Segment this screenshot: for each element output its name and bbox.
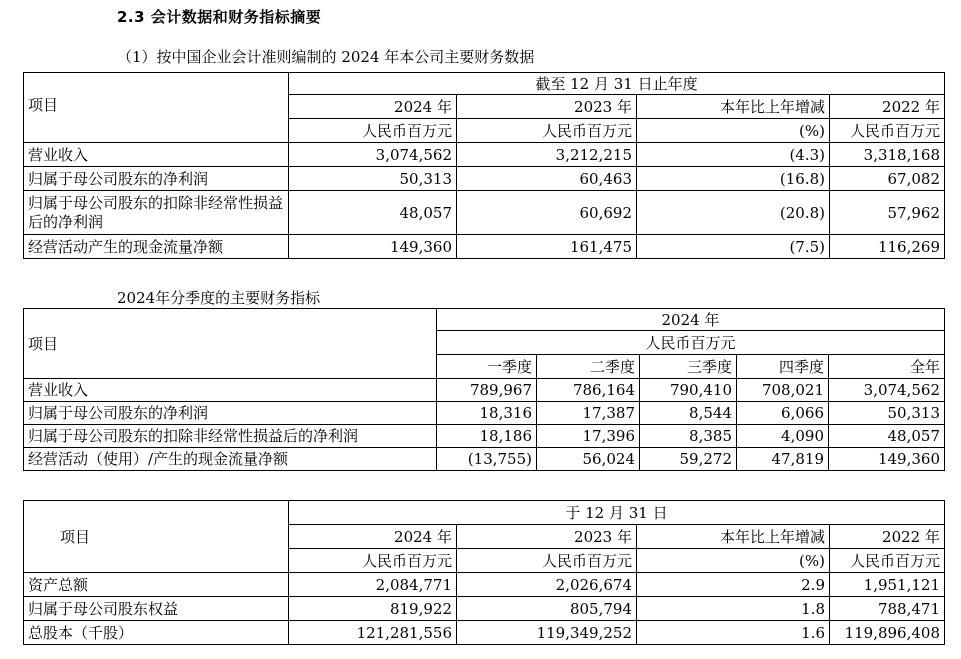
cell-value: 18,186 xyxy=(437,425,537,448)
cell-value: 149,360 xyxy=(289,235,457,259)
cell-value: 149,360 xyxy=(829,448,945,471)
balance-sheet-data-table xyxy=(23,500,945,645)
cell-value: 8,544 xyxy=(640,402,737,425)
column-header: 本年比上年增减 xyxy=(637,525,830,549)
table-row xyxy=(24,597,945,621)
column-header: 2023 年 xyxy=(457,525,637,549)
cell-value: 119,349,252 xyxy=(457,621,637,645)
cell-value: 50,313 xyxy=(829,402,945,425)
cell-value: 3,212,215 xyxy=(457,143,637,167)
cell-value: 56,024 xyxy=(537,448,640,471)
table-row xyxy=(24,425,945,448)
quarterly-financial-indicators-table xyxy=(23,308,945,471)
cell-value: 48,057 xyxy=(289,191,457,235)
column-header: 2024 年 xyxy=(289,95,457,119)
cell-value: 3,318,168 xyxy=(830,143,945,167)
cell-value: 786,164 xyxy=(537,379,640,402)
row-label: 经营活动产生的现金流量净额 xyxy=(24,235,289,259)
unit-header: 人民币百万元 xyxy=(289,119,457,143)
cell-value: 60,692 xyxy=(457,191,637,235)
unit-header: 人民币百万元 xyxy=(830,549,945,573)
row-label: 营业收入 xyxy=(24,379,437,402)
cell-value: (13,755) xyxy=(437,448,537,471)
cell-value: 2,084,771 xyxy=(289,573,457,597)
column-header: 三季度 xyxy=(640,355,737,379)
cell-value: 121,281,556 xyxy=(289,621,457,645)
cell-value: 18,316 xyxy=(437,402,537,425)
item-header: 项目 xyxy=(24,501,289,573)
row-label: 归属于母公司股东的扣除非经常性损益后的净利润 xyxy=(24,191,289,235)
row-label: 经营活动（使用）/产生的现金流量净额 xyxy=(24,448,437,471)
period-header: 于 12 月 31 日 xyxy=(289,501,945,525)
unit-header: (%) xyxy=(637,549,830,573)
row-label: 营业收入 xyxy=(24,143,289,167)
column-header: 2022 年 xyxy=(830,95,945,119)
year-header: 2024 年 xyxy=(437,309,945,331)
cell-value: 788,471 xyxy=(830,597,945,621)
cell-value: 2.9 xyxy=(637,573,830,597)
cell-value: (16.8) xyxy=(637,167,830,191)
column-header: 二季度 xyxy=(537,355,640,379)
row-label: 归属于母公司股东的净利润 xyxy=(24,167,289,191)
unit-header: 人民币百万元 xyxy=(457,119,637,143)
cell-value: 1.6 xyxy=(637,621,830,645)
cell-value: 3,074,562 xyxy=(289,143,457,167)
unit-header: 人民币百万元 xyxy=(289,549,457,573)
column-header: 全年 xyxy=(829,355,945,379)
table-row xyxy=(24,448,945,471)
cell-value: 47,819 xyxy=(737,448,829,471)
section-title: 2.3 会计数据和财务指标摘要 xyxy=(117,8,322,26)
cell-value: 67,082 xyxy=(830,167,945,191)
cell-value: 6,066 xyxy=(737,402,829,425)
row-label: 归属于母公司股东权益 xyxy=(24,597,289,621)
cell-value: 60,463 xyxy=(457,167,637,191)
row-label: 资产总额 xyxy=(24,573,289,597)
cell-value: 708,021 xyxy=(737,379,829,402)
cell-value: (4.3) xyxy=(637,143,830,167)
cell-value: 50,313 xyxy=(289,167,457,191)
cell-value: 3,074,562 xyxy=(829,379,945,402)
table-row xyxy=(24,191,945,235)
cell-value: 17,387 xyxy=(537,402,640,425)
cell-value: (20.8) xyxy=(637,191,830,235)
unit-header: (%) xyxy=(637,119,830,143)
cell-value: 161,475 xyxy=(457,235,637,259)
cell-value: 59,272 xyxy=(640,448,737,471)
column-header: 本年比上年增减 xyxy=(637,95,830,119)
cell-value: 48,057 xyxy=(829,425,945,448)
item-header: 项目 xyxy=(24,73,289,143)
cell-value: 789,967 xyxy=(437,379,537,402)
table-row xyxy=(24,573,945,597)
table2-caption: 2024年分季度的主要财务指标 xyxy=(117,289,321,307)
row-label: 归属于母公司股东的扣除非经常性损益后的净利润 xyxy=(24,425,437,448)
column-header: 2023 年 xyxy=(457,95,637,119)
row-label: 总股本（千股） xyxy=(24,621,289,645)
unit-header: 人民币百万元 xyxy=(457,549,637,573)
column-header: 一季度 xyxy=(437,355,537,379)
unit-header: 人民币百万元 xyxy=(437,331,945,355)
table-row xyxy=(24,402,945,425)
cell-value: 1.8 xyxy=(637,597,830,621)
cell-value: 116,269 xyxy=(830,235,945,259)
cell-value: (7.5) xyxy=(637,235,830,259)
cell-value: 8,385 xyxy=(640,425,737,448)
annual-financial-data-table xyxy=(23,72,945,259)
cell-value: 1,951,121 xyxy=(830,573,945,597)
unit-header: 人民币百万元 xyxy=(830,119,945,143)
cell-value: 4,090 xyxy=(737,425,829,448)
cell-value: 819,922 xyxy=(289,597,457,621)
cell-value: 17,396 xyxy=(537,425,640,448)
column-header: 四季度 xyxy=(737,355,829,379)
period-header: 截至 12 月 31 日止年度 xyxy=(289,73,945,95)
table1-caption: （1）按中国企业会计准则编制的 2024 年本公司主要财务数据 xyxy=(117,48,535,66)
row-label: 归属于母公司股东的净利润 xyxy=(24,402,437,425)
cell-value: 119,896,408 xyxy=(830,621,945,645)
table-row xyxy=(24,235,945,259)
item-header: 项目 xyxy=(24,309,437,379)
column-header: 2024 年 xyxy=(289,525,457,549)
cell-value: 805,794 xyxy=(457,597,637,621)
cell-value: 2,026,674 xyxy=(457,573,637,597)
table-row xyxy=(24,167,945,191)
column-header: 2022 年 xyxy=(830,525,945,549)
cell-value: 57,962 xyxy=(830,191,945,235)
table-row xyxy=(24,143,945,167)
table-row xyxy=(24,379,945,402)
cell-value: 790,410 xyxy=(640,379,737,402)
table-row xyxy=(24,621,945,645)
